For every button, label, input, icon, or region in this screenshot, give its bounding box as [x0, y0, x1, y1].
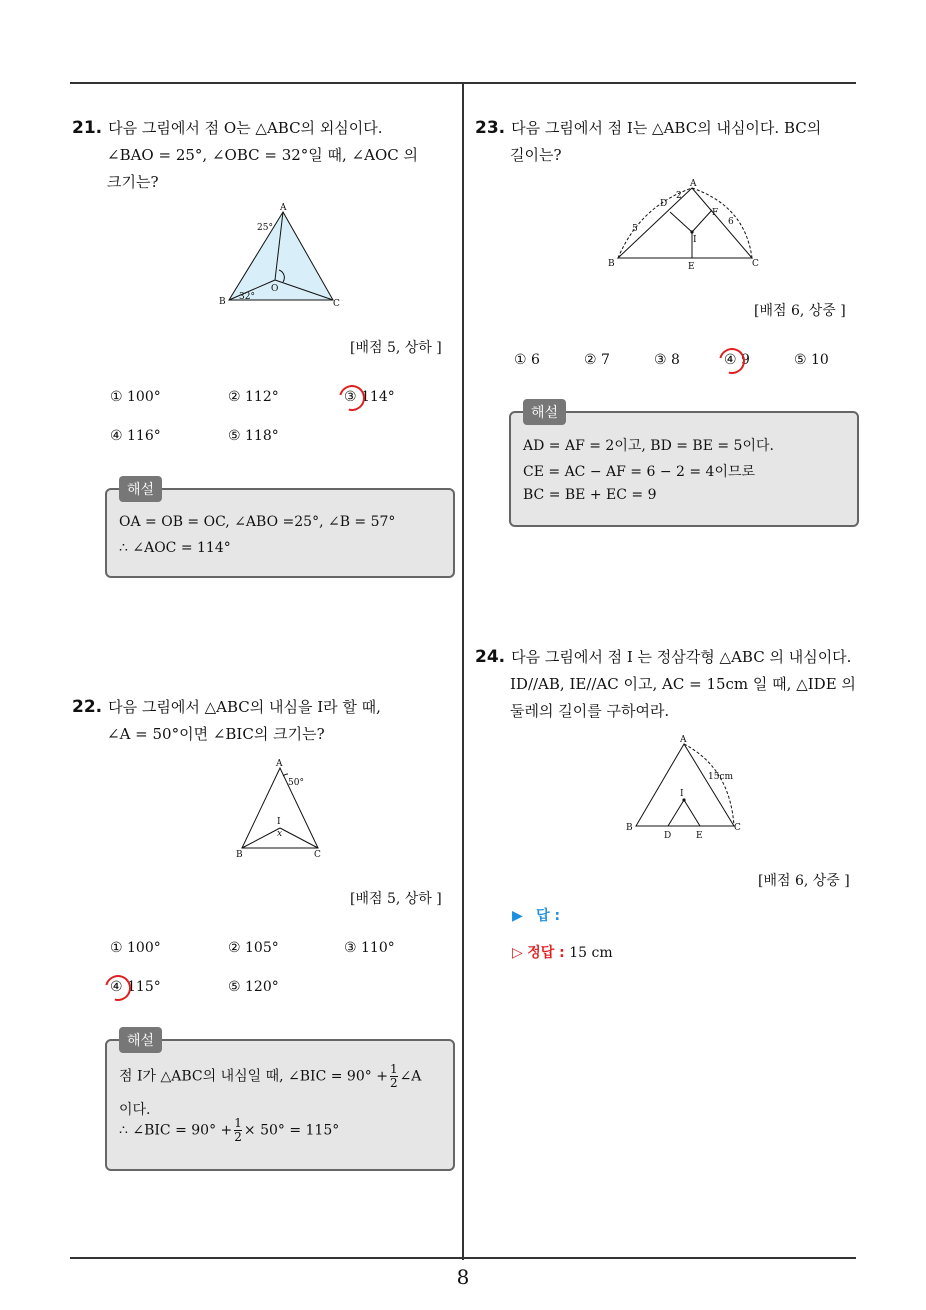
column-divider	[462, 84, 464, 1260]
question-text: 크기는?	[107, 173, 159, 191]
question-number: 24.	[475, 647, 506, 667]
correct-value: 15 cm	[569, 945, 613, 961]
choice-1[interactable]: ① 100°	[110, 940, 161, 956]
choice-3[interactable]: ③ 114°	[344, 389, 395, 405]
denominator: 2	[389, 1076, 398, 1090]
q22-figure	[232, 756, 332, 861]
solution-line: AD = AF = 2이고, BD = BE = 5이다.	[523, 438, 774, 454]
solution-text: ∴ ∠BIC = 90° +	[119, 1122, 233, 1139]
vertex-label: F	[712, 208, 719, 218]
numerator: 1	[234, 1116, 242, 1130]
vertex-label: I	[277, 817, 281, 827]
denominator: 2	[234, 1130, 242, 1144]
solution-box	[105, 482, 455, 578]
vertex-label: B	[236, 850, 243, 860]
play-outline-icon: ▷	[512, 945, 523, 961]
length-label: 6	[728, 217, 734, 227]
solution-line: ∴ ∠AOC = 114°	[119, 540, 231, 556]
fraction	[390, 1063, 398, 1090]
solution-tag: 해설	[119, 1027, 162, 1053]
solution-line: BC = BE + EC = 9	[523, 487, 657, 503]
solution-text: 점 I가 △ABC의 내심일 때, ∠BIC = 90° +	[119, 1068, 388, 1085]
choice-3[interactable]: ③ 8	[654, 352, 680, 368]
choice-5[interactable]: ⑤ 118°	[228, 428, 279, 444]
vertex-label: E	[696, 831, 703, 841]
score: [배점 5, 상하 ]	[350, 340, 442, 356]
page-number: 8	[456, 1265, 470, 1289]
solution-line: 이다.	[119, 1102, 151, 1118]
question-text: ID//AB, IE//AC 이고, AC = 15cm 일 때, △IDE 의	[510, 675, 856, 693]
bottom-rule	[70, 1257, 856, 1259]
angle-label: 50°	[288, 778, 304, 788]
solution-text: × 50° = 115°	[243, 1122, 340, 1139]
vertex-label: A	[280, 203, 287, 213]
vertex-label: A	[690, 179, 697, 189]
vertex-label: A	[276, 759, 283, 769]
question-text: ∠A = 50°이면 ∠BIC의 크기는?	[107, 725, 325, 743]
choice-5[interactable]: ⑤ 10	[794, 352, 829, 368]
vertex-label: C	[734, 823, 741, 833]
solution-line	[119, 1117, 339, 1144]
score: [배점 6, 상중 ]	[758, 873, 850, 889]
solution-line	[119, 1063, 421, 1090]
question-22	[72, 694, 381, 748]
answer-line	[512, 905, 560, 925]
choice-2[interactable]: ② 105°	[228, 940, 279, 956]
question-text: 다음 그림에서 △ABC의 내심을 I라 할 때,	[108, 698, 381, 716]
question-text: 길이는?	[510, 146, 562, 164]
vertex-label: D	[664, 831, 672, 841]
correct-answer-line	[512, 942, 613, 962]
vertex-label: B	[608, 259, 615, 269]
answer-mark	[334, 380, 370, 416]
solution-line: OA = OB = OC, ∠ABO =25°, ∠B = 57°	[119, 514, 396, 530]
answer-mark	[714, 343, 750, 379]
solution-box	[105, 1033, 455, 1171]
question-number: 21.	[72, 118, 103, 138]
question-text: ∠BAO = 25°, ∠OBC = 32°일 때, ∠AOC 의	[107, 146, 419, 164]
score: [배점 5, 상하 ]	[350, 891, 442, 907]
solution-tag: 해설	[523, 399, 566, 425]
answer-label: 답 :	[536, 908, 561, 924]
correct-label: 정답 :	[527, 945, 565, 961]
answer-mark	[100, 970, 136, 1006]
choice-5[interactable]: ⑤ 120°	[228, 979, 279, 995]
solution-tag: 해설	[119, 476, 162, 502]
vertex-label: D	[660, 199, 668, 209]
choice-1[interactable]: ① 100°	[110, 389, 161, 405]
fraction	[234, 1117, 242, 1144]
angle-label: 32°	[239, 292, 255, 302]
vertex-label: C	[314, 850, 321, 860]
angle-label: x	[277, 829, 283, 839]
solution-box	[509, 405, 859, 527]
question-text: 둘레의 길이를 구하여라.	[510, 702, 670, 720]
vertex-label: I	[693, 235, 697, 245]
vertex-label: B	[626, 823, 633, 833]
angle-label: 25°	[257, 223, 273, 233]
solution-line: CE = AC − AF = 6 − 2 = 4이므로	[523, 464, 756, 480]
length-label: 2	[676, 191, 682, 201]
q23-figure	[600, 176, 770, 276]
choice-2[interactable]: ② 112°	[228, 389, 279, 405]
score: [배점 6, 상중 ]	[754, 303, 846, 319]
length-label: 5	[632, 224, 638, 234]
vertex-label: O	[271, 284, 279, 294]
question-number: 22.	[72, 697, 103, 717]
question-24	[475, 644, 856, 725]
question-text: 다음 그림에서 점 O는 △ABC의 외심이다.	[108, 119, 383, 137]
choice-1[interactable]: ① 6	[514, 352, 540, 368]
choice-4[interactable]: ④ 115°	[110, 979, 161, 995]
numerator: 1	[389, 1062, 398, 1076]
q24-figure	[622, 732, 752, 842]
vertex-label: A	[680, 735, 687, 745]
vertex-label: C	[752, 259, 759, 269]
question-23	[475, 115, 821, 169]
choice-4[interactable]: ④ 116°	[110, 428, 161, 444]
vertex-label: B	[219, 297, 226, 307]
length-label: 15cm	[708, 772, 734, 782]
choice-4[interactable]: ④ 9	[724, 352, 750, 368]
play-icon: ▶	[512, 908, 523, 924]
question-text: 다음 그림에서 점 I는 △ABC의 내심이다. BC의	[511, 119, 822, 137]
question-21	[72, 115, 418, 196]
vertex-label: C	[333, 299, 340, 309]
q21-figure	[215, 200, 345, 310]
solution-text: ∠A	[399, 1068, 422, 1085]
vertex-label: E	[688, 262, 695, 272]
vertex-label: I	[680, 789, 684, 799]
question-number: 23.	[475, 118, 506, 138]
choice-3[interactable]: ③ 110°	[344, 940, 395, 956]
question-text: 다음 그림에서 점 I 는 정삼각형 △ABC 의 내심이다.	[511, 648, 852, 666]
choice-2[interactable]: ② 7	[584, 352, 610, 368]
